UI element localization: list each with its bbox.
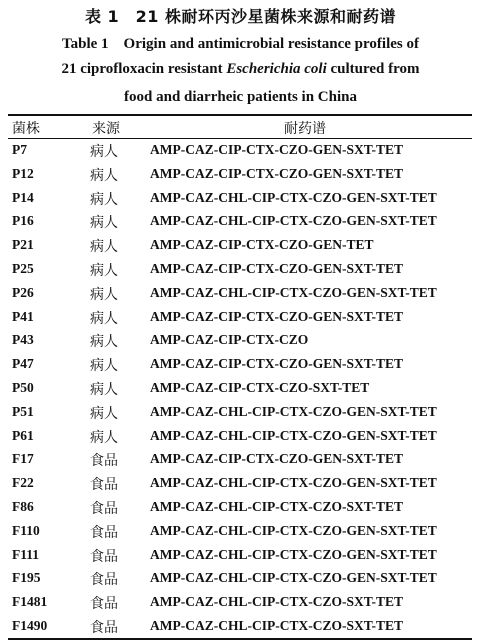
cell-resistance-profile: AMP-CAZ-CIP-CTX-CZO-GEN-SXT-TET — [150, 165, 404, 181]
cell-resistance-profile: AMP-CAZ-CHL-CIP-CTX-CZO-GEN-SXT-TET — [150, 570, 437, 586]
table-row — [8, 495, 472, 519]
table-row — [8, 233, 472, 257]
cell-source: 病人 — [90, 405, 118, 422]
table-row — [8, 138, 472, 162]
table-caption-english-line2 — [0, 61, 481, 78]
caption-line2-prefix: 21 ciprofloxacin resistant — [61, 61, 227, 77]
cell-resistance-profile: AMP-CAZ-CHL-CIP-CTX-CZO-SXT-TET — [150, 498, 404, 514]
cell-source: 病人 — [90, 310, 118, 327]
cell-source: 病人 — [90, 239, 118, 256]
table-row — [8, 471, 472, 495]
cell-source: 病人 — [90, 429, 118, 446]
cell-source: 病人 — [90, 215, 118, 232]
cell-strain: P41 — [12, 308, 34, 324]
cell-source: 食品 — [90, 596, 118, 613]
table-caption-english-line1: Table 1 Origin and antimicrobial resistance profiles of — [62, 36, 419, 52]
table-body — [8, 138, 472, 638]
cell-resistance-profile: AMP-CAZ-CHL-CIP-CTX-CZO-GEN-SXT-TET — [150, 403, 437, 419]
cell-resistance-profile: AMP-CAZ-CIP-CTX-CZO-GEN-SXT-TET — [150, 308, 404, 324]
table-row — [8, 543, 472, 567]
cell-strain: F1490 — [12, 617, 48, 633]
cell-resistance-profile: AMP-CAZ-CIP-CTX-CZO-GEN-SXT-TET — [150, 451, 404, 467]
cell-strain: P25 — [12, 260, 34, 276]
cell-source: 食品 — [90, 524, 118, 541]
table-row — [8, 376, 472, 400]
cell-resistance-profile: AMP-CAZ-CHL-CIP-CTX-CZO-GEN-SXT-TET — [150, 546, 437, 562]
cell-strain: F86 — [12, 498, 34, 514]
cell-resistance-profile: AMP-CAZ-CHL-CIP-CTX-CZO-SXT-TET — [150, 617, 404, 633]
table-row — [8, 186, 472, 210]
cell-strain: P14 — [12, 189, 34, 205]
cell-resistance-profile: AMP-CAZ-CHL-CIP-CTX-CZO-GEN-SXT-TET — [150, 213, 437, 229]
table-row — [8, 209, 472, 233]
table-row — [8, 614, 472, 638]
cell-strain: F1481 — [12, 594, 48, 610]
cell-source: 食品 — [90, 619, 118, 636]
cell-strain: P26 — [12, 284, 34, 300]
header-resistance-profile: 耐药谱 — [284, 121, 326, 137]
cell-resistance-profile: AMP-CAZ-CHL-CIP-CTX-CZO-GEN-SXT-TET — [150, 475, 437, 491]
cell-resistance-profile: AMP-CAZ-CIP-CTX-CZO-SXT-TET — [150, 379, 370, 395]
cell-resistance-profile: AMP-CAZ-CHL-CIP-CTX-CZO-GEN-SXT-TET — [150, 522, 437, 538]
cell-strain: P43 — [12, 332, 34, 348]
cell-strain: F111 — [12, 546, 40, 562]
cell-resistance-profile: AMP-CAZ-CIP-CTX-CZO — [150, 332, 309, 348]
table-row — [8, 447, 472, 471]
cell-resistance-profile: AMP-CAZ-CIP-CTX-CZO-GEN-SXT-TET — [150, 260, 404, 276]
cell-resistance-profile: AMP-CAZ-CHL-CIP-CTX-CZO-GEN-SXT-TET — [150, 284, 437, 300]
table-row — [8, 257, 472, 281]
cell-strain: P16 — [12, 213, 34, 229]
cell-source: 病人 — [90, 262, 118, 279]
table-header — [8, 116, 472, 138]
cell-source: 病人 — [90, 191, 118, 208]
table-row — [8, 566, 472, 590]
table-row — [8, 281, 472, 305]
table-caption-english-line3: food and diarrheic patients in China — [124, 89, 357, 105]
header-source: 来源 — [92, 121, 120, 137]
cell-strain: P12 — [12, 165, 34, 181]
cell-strain: F22 — [12, 475, 34, 491]
cell-source: 食品 — [90, 453, 118, 470]
cell-strain: F17 — [12, 451, 34, 467]
cell-source: 食品 — [90, 500, 118, 517]
cell-source: 病人 — [90, 334, 118, 351]
cell-strain: P47 — [12, 356, 34, 372]
table-row — [8, 400, 472, 424]
cell-resistance-profile: AMP-CAZ-CHL-CIP-CTX-CZO-GEN-SXT-TET — [150, 427, 437, 443]
cell-strain: P7 — [12, 142, 27, 157]
cell-strain: F110 — [12, 522, 40, 538]
cell-strain: F195 — [12, 570, 41, 586]
caption-line2-suffix: cultured from — [326, 61, 420, 77]
cell-strain: P51 — [12, 403, 34, 419]
cell-source: 病人 — [90, 286, 118, 303]
cell-source: 食品 — [90, 548, 118, 565]
cell-resistance-profile: AMP-CAZ-CIP-CTX-CZO-GEN-TET — [150, 237, 374, 253]
cell-strain: P50 — [12, 379, 34, 395]
table-row — [8, 590, 472, 614]
cell-resistance-profile: AMP-CAZ-CHL-CIP-CTX-CZO-GEN-SXT-TET — [150, 189, 437, 205]
cell-source: 食品 — [90, 572, 118, 589]
cell-source: 病人 — [90, 167, 118, 184]
table-row — [8, 162, 472, 186]
cell-source: 病人 — [90, 381, 118, 398]
caption-species-name: Escherichia coli — [226, 61, 327, 77]
table-row — [8, 328, 472, 352]
table-row — [8, 352, 472, 376]
cell-source: 病人 — [90, 358, 118, 375]
table-row — [8, 305, 472, 329]
cell-resistance-profile: AMP-CAZ-CIP-CTX-CZO-GEN-SXT-TET — [150, 356, 404, 372]
table-caption-chinese: 表 1 21 株耐环丙沙星菌株来源和耐药谱 — [84, 7, 397, 26]
cell-strain: P21 — [12, 237, 34, 253]
cell-resistance-profile: AMP-CAZ-CHL-CIP-CTX-CZO-SXT-TET — [150, 594, 404, 610]
cell-resistance-profile: AMP-CAZ-CIP-CTX-CZO-GEN-SXT-TET — [150, 142, 404, 157]
cell-source: 食品 — [90, 477, 118, 494]
table-row — [8, 424, 472, 448]
table-bottom-rule — [8, 638, 472, 640]
cell-source: 病人 — [90, 144, 118, 160]
header-strain: 菌株 — [12, 121, 40, 137]
cell-strain: P61 — [12, 427, 34, 443]
table-row — [8, 519, 472, 543]
